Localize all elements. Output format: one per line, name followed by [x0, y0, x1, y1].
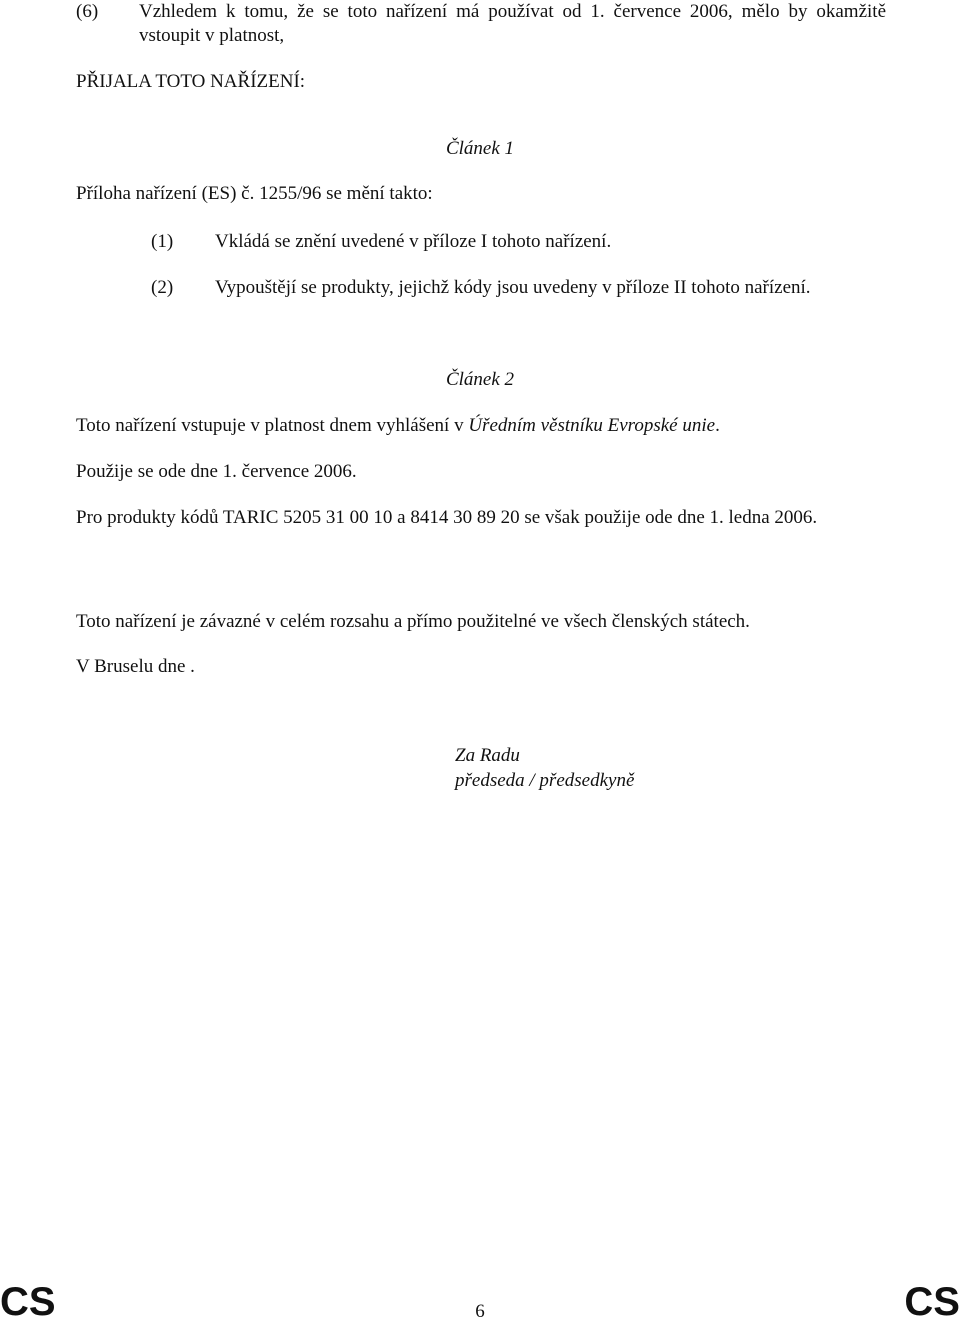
- article-1-title: Článek 1: [445, 138, 515, 159]
- adopted-heading: PŘIJALA TOTO NAŘÍZENÍ:: [76, 71, 306, 92]
- recital-number: (6): [76, 1, 99, 22]
- place-and-date: V Bruselu dne .: [76, 656, 195, 677]
- footer-language-right: CS: [904, 1280, 960, 1324]
- signature-president: předseda / předsedkyně: [455, 770, 635, 791]
- article-2-paragraph-2: Použije se ode dne 1. července 2006.: [76, 461, 357, 482]
- article-2-paragraph-3: Pro produkty kódů TARIC 5205 31 00 10 a 8414 30 89 20 se však použije ode dne 1. ledna 2006.: [76, 507, 818, 528]
- binding-clause: Toto nařízení je závazné v celém rozsahu a přímo použitelné ve všech členských státech.: [76, 611, 750, 632]
- article-2-title: Článek 2: [445, 369, 515, 390]
- article-2-paragraph-1-lead: Toto nařízení vstupuje v platnost dnem vyhlášení v: [76, 415, 469, 436]
- footer-language-left: CS: [0, 1280, 56, 1324]
- page-number: 6: [475, 1301, 485, 1322]
- point-1-number: (1): [151, 231, 174, 252]
- point-1-text: Vkládá se znění uvedené v příloze I tohoto nařízení.: [215, 231, 612, 252]
- article-2-paragraph-1: [76, 414, 886, 438]
- article-1-intro: Příloha nařízení (ES) č. 1255/96 se mění takto:: [76, 183, 433, 204]
- official-journal-name: Úředním věstníku Evropské unie: [468, 415, 716, 436]
- point-2-text: Vypouštějí se produkty, jejichž kódy jsou uvedeny v příloze II tohoto nařízení.: [215, 277, 811, 298]
- signature-council: Za Radu: [455, 745, 520, 766]
- article-2-paragraph-1-end: .: [715, 415, 720, 436]
- recital-text: Vzhledem k tomu, že se toto nařízení má používat od 1. července 2006, mělo by okamžitě vstoupit v platnost,: [139, 1, 886, 46]
- point-2-number: (2): [151, 277, 174, 298]
